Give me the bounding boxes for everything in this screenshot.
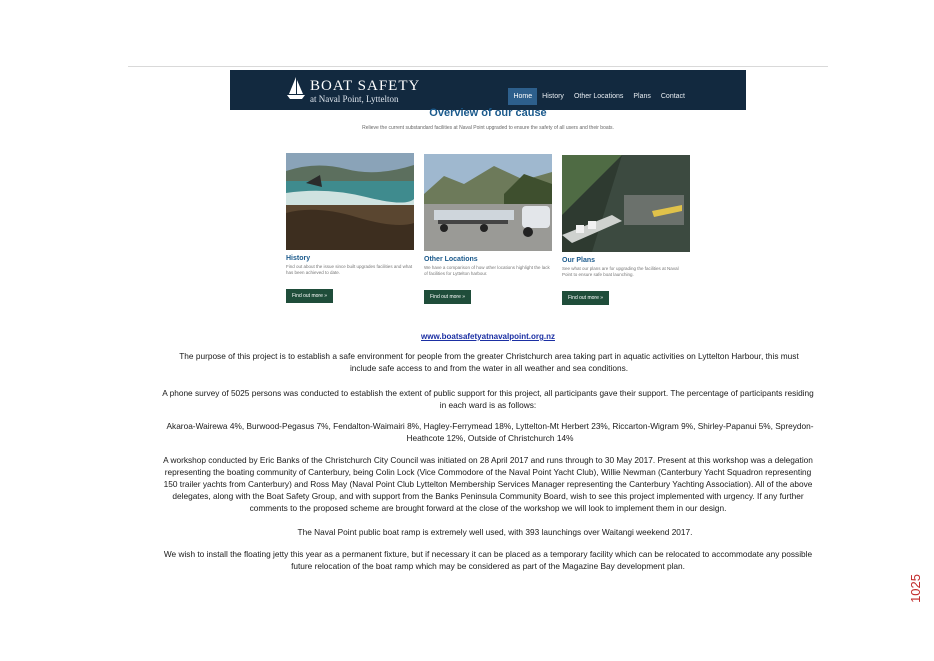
- paragraph-survey: A phone survey of 5025 persons was conducted to establish the extent of public support for this project, all participants gave their support. The percentage of participants residing in each ward is as follows:: [162, 388, 814, 410]
- nav-history[interactable]: History: [542, 93, 564, 100]
- website-link[interactable]: www.boatsafetyatnavalpoint.org.nz: [421, 332, 555, 341]
- overview-subtitle: Relieve the current substandard facilities at Naval Point upgraded to ensure the safety of all users and their boats.: [362, 125, 614, 131]
- card-title-our-plans: Our Plans: [562, 257, 596, 264]
- card-title-other-locations: Other Locations: [424, 256, 478, 263]
- shoreline-photo: [286, 153, 414, 250]
- nav-contact[interactable]: Contact: [660, 93, 685, 100]
- paragraph-workshop: A workshop conducted by Eric Banks of the Christchurch City Council was initiated on 28 April 2017 and runs through to 30 May 2017. Present at this workshop was a delegation representing the boating community of Canterbury, being Colin Lock (Vice Commodore of the Naval Point Yacht Club), Willie Newman (Canterbury Yacht Squadron representing 150 trailer yachts from Canterbury) and Ross May (Naval Point Club Lyttelton Membership Services Manager representing the Canterbury Yachting Association). All of the above delegates, along with the Boat Safety Group, and with support from the Banks Peninsula Community Board, wish to see this project implemented with urgency. If any further comments to the proposed scheme are brought forward at the close of the workshop we will look to implement them in our design.: [163, 455, 813, 513]
- nav-plans[interactable]: Plans: [633, 93, 651, 100]
- sailboat-icon: [286, 76, 306, 100]
- paragraph-wards: Akaroa-Wairewa 4%, Burwood-Pegasus 7%, Fendalton-Waimairi 8%, Hagley-Ferrymead 18%, Lyttelton-Mt Herbert 23%, Riccarton-Wigram 9%, Shirley-Papanui 5%, Spreydon-Heathcote 12%, Outside of Christchurch 14%: [166, 421, 814, 443]
- scan-edge-line: [128, 66, 828, 67]
- paragraph-launchings: The Naval Point public boat ramp is extremely well used, with 393 launchings over Waitangi weekend 2017.: [297, 527, 693, 537]
- card-title-history: History: [286, 255, 311, 262]
- paragraph-floating-jetty: We wish to install the floating jetty this year as a permanent fixture, but if necessary it can be placed as a temporary facility which can be relocated to accommodate any possible future relocation of the boat ramp which may be considered as part of the Magazine Bay development plan.: [163, 549, 813, 571]
- brand-title[interactable]: BOAT SAFETY: [310, 78, 421, 94]
- site-header: [230, 70, 746, 110]
- card-text-other-locations: We have a comparison of how other locations highlight the lack of facilities for Lyttelton harbour.: [424, 265, 550, 276]
- nav-home[interactable]: Home: [508, 88, 537, 105]
- page-number: 1025: [908, 574, 923, 603]
- brand-subtitle: at Naval Point, Lyttelton: [310, 94, 399, 104]
- card-history: [286, 153, 414, 303]
- card-text-our-plans: See what our plans are for upgrading the facilities at Naval Point to ensure safe boat launching.: [562, 266, 679, 277]
- boat-trailers-photo: [424, 154, 552, 251]
- find-out-more-our-plans-button[interactable]: Find out more »: [562, 291, 609, 305]
- card-our-plans: [562, 155, 690, 305]
- overview-title: Overview of our cause: [429, 107, 547, 119]
- find-out-more-other-locations-button[interactable]: Find out more »: [424, 290, 471, 304]
- card-text-history: Find out about the issue since built upgrades facilities and what has been achieved to date.: [286, 264, 413, 275]
- nav-other-locations[interactable]: Other Locations: [573, 93, 624, 100]
- card-other-locations: [424, 154, 552, 304]
- main-nav: [508, 88, 690, 105]
- find-out-more-history-button[interactable]: Find out more »: [286, 289, 333, 303]
- aerial-ramp-photo: [562, 155, 690, 252]
- paragraph-purpose: The purpose of this project is to establish a safe environment for people from the greater Christchurch area taking part in aquatic activities on Lyttelton Harbour, this must include safe access to and from the water in all weather and sea conditions.: [179, 351, 799, 373]
